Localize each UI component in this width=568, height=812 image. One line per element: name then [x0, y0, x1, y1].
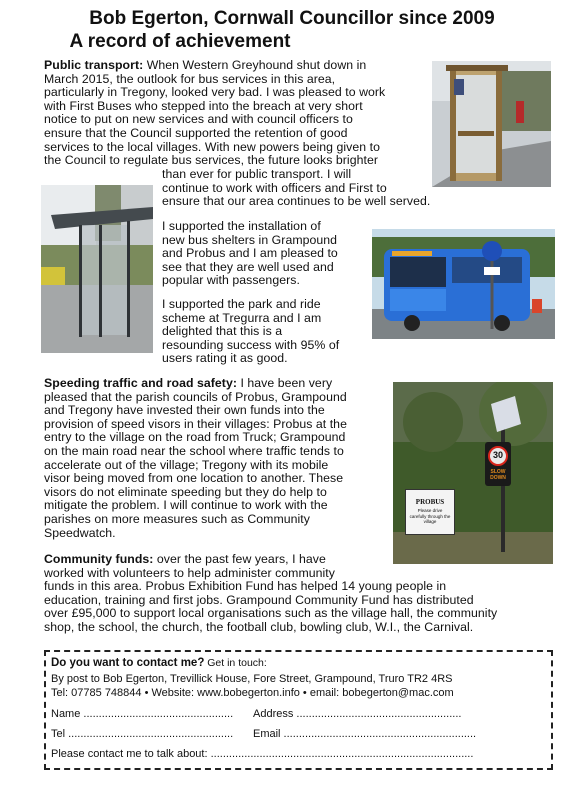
transport-line: When Western Greyhound shut down in: [143, 58, 367, 72]
speeding-line: visors do not eliminate speeding but they do help to: [44, 484, 327, 499]
speeding-heading: Speeding traffic and road safety:: [44, 376, 237, 390]
funds-line: over the past few years, I have: [153, 552, 326, 566]
name-field[interactable]: Name .................................................: [51, 708, 234, 720]
speed-visor-photo: [393, 382, 553, 564]
speeding-line: and Tregony have invested their own funds into the: [44, 403, 325, 418]
bus-shelter-photo-glass: [41, 185, 153, 353]
shelters-line: popular with passengers.: [162, 273, 300, 288]
speeding-line: pleased that the parish councils of Probus, Grampound: [44, 389, 347, 404]
contact-heading-row: [51, 657, 267, 670]
page-subtitle: A record of achievement: [69, 31, 291, 52]
tel-field[interactable]: Tel ......................................................: [51, 728, 234, 740]
speeding-line: entry to the village on the road from Truck; Grampound: [44, 430, 346, 445]
shelters-line: I supported the installation of: [162, 219, 321, 233]
shelters-line: see that they are well used and: [162, 259, 334, 274]
transport-line: particularly in Tregony, looked very bad. I was pleased to work: [44, 85, 386, 100]
funds-paragraph: [44, 553, 554, 635]
speeding-line: parishes on more measures such as Community: [44, 511, 310, 526]
funds-line: education, training and first jobs. Grampound Community Fund has distributed: [44, 592, 474, 607]
probus-sign-text: Please drive carefully through the village: [409, 508, 451, 524]
speeding-line: accelerate out of the village; Tregony with its mobile: [44, 457, 329, 472]
transport-line: notice to put on new services and with council officers to: [44, 112, 353, 127]
talk-about-field[interactable]: Please contact me to talk about: ......................................................................................: [51, 748, 474, 760]
transport-line: than ever for public transport. I will: [162, 167, 352, 181]
speeding-line: visor being moved from one location to another. These: [44, 471, 344, 486]
shelters-line: and Probus and I am pleased to: [162, 246, 338, 261]
page-title: Bob Egerton, Cornwall Councillor since 2009: [89, 8, 495, 29]
speeding-line: I have been very: [236, 376, 333, 390]
speed-limit-number: 30: [492, 450, 503, 460]
contact-post: By post to Bob Egerton, Trevillick House, Fore Street, Grampound, Truro TR2 4RS: [51, 673, 453, 685]
transport-line: the Council to regulate bus services, the future looks brighter: [44, 153, 378, 168]
shelters-line: new bus shelters in Grampound: [162, 232, 338, 247]
transport-heading: Public transport:: [44, 58, 144, 72]
probus-sign-title: PROBUS: [415, 498, 445, 506]
contact-heading: Do you want to contact me?: [51, 657, 205, 669]
bus-photo: [372, 229, 555, 339]
parkride-line: resounding success with 95% of: [162, 337, 340, 352]
transport-line: ensure that our area continues to be well served.: [162, 194, 431, 209]
shelters-paragraph: [162, 220, 372, 288]
slow-down-text: SLOW DOWN: [490, 469, 506, 481]
speeding-line: provision of speed visors in their villages: Probus at the: [44, 416, 347, 431]
contact-tel-web-email: Tel: 07785 748844 • Website: www.bobegerton.info • email: bobegerton@mac.com: [51, 687, 454, 699]
funds-line: over £95,000 to support local organisations such as the village hall, the community: [44, 606, 498, 621]
parkride-line: delighted that this is a: [162, 324, 283, 339]
address-field[interactable]: Address ......................................................: [253, 708, 462, 720]
email-field[interactable]: Email ...............................................................: [253, 728, 477, 740]
bus-shelter-photo-wood: [432, 61, 551, 187]
parkride-line: users rating it as good.: [162, 351, 288, 366]
transport-paragraph: [44, 59, 429, 168]
parkride-line: I supported the park and ride: [162, 297, 321, 311]
transport-paragraph-continued: [162, 168, 472, 209]
transport-line: with First Buses who stepped into the breach at very short: [44, 98, 363, 113]
speeding-paragraph: [44, 377, 389, 540]
parkride-paragraph: [162, 298, 372, 366]
transport-line: March 2015, the outlook for bus services in this area,: [44, 71, 336, 86]
funds-line: funds in this area. Probus Exhibition Fund has helped 14 young people in: [44, 579, 447, 594]
transport-line: ensure that the Council supported the retention of good: [44, 125, 348, 140]
speeding-line: mitigate the problem. I will continue to work with the: [44, 498, 328, 513]
contact-box: [44, 650, 553, 770]
probus-sign: [405, 489, 455, 535]
contact-heading-rest: Get in touch:: [204, 657, 267, 669]
speeding-line: on the main road near the school where traffic tends to: [44, 443, 344, 458]
funds-heading: Community funds:: [44, 552, 154, 566]
speeding-line: Speedwatch.: [44, 525, 116, 540]
funds-line: worked with volunteers to help administer community: [44, 565, 335, 580]
transport-line: continue to work with officers and First to: [162, 180, 387, 195]
parkride-line: scheme at Tregurra and I am: [162, 310, 322, 325]
funds-line: shop, the school, the church, the football club, bowling club, W.I., the Carnival.: [44, 619, 474, 634]
transport-line: services to the local villages. With new powers being given to: [44, 139, 380, 154]
